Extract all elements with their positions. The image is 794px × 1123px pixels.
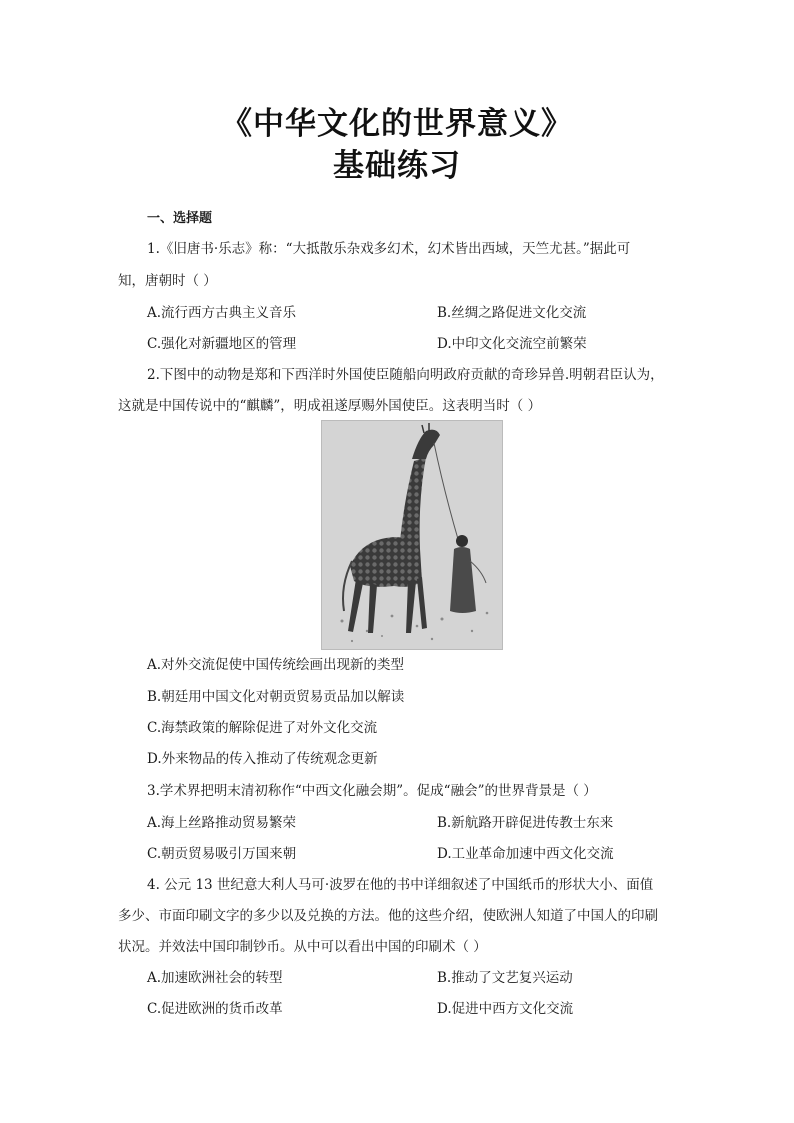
q3-stem-line-1: 3.学术界把明末清初称作“中西文化融会期”。促成“融会”的世界背景是（ ） bbox=[147, 783, 597, 799]
q2-option-d: D.外来物品的传入推动了传统观念更新 bbox=[147, 751, 378, 767]
q2-stem-line-1: 2.下图中的动物是郑和下西洋时外国使臣随船向明政府贡献的奇珍异兽.明朝君臣认为， bbox=[147, 367, 664, 383]
q4-stem-line-1: 4. 公元 13 世纪意大利人马可·波罗在他的书中详细叙述了中国纸币的形状大小、面值 bbox=[147, 877, 654, 893]
q3-option-a: A.海上丝路推动贸易繁荣 bbox=[147, 815, 297, 831]
giraffe-illustration bbox=[322, 421, 502, 649]
q1-option-a: A.流行西方古典主义音乐 bbox=[147, 305, 297, 321]
q3-option-d: D.工业革命加速中西文化交流 bbox=[437, 846, 614, 862]
q1-option-b: B.丝绸之路促进文化交流 bbox=[437, 305, 587, 321]
q1-stem-line-2: 知，唐朝时（ ） bbox=[118, 273, 217, 289]
q1-stem-line-1: 1.《旧唐书·乐志》称：“大抵散乐杂戏多幻术，幻术皆出西域，天竺尤甚。”据此可 bbox=[147, 241, 631, 257]
q1-option-c: C.强化对新疆地区的管理 bbox=[147, 336, 297, 352]
document-subtitle: 基础练习 bbox=[333, 148, 461, 184]
section-heading: 一、选择题 bbox=[147, 211, 213, 226]
q3-option-c: C.朝贡贸易吸引万国来朝 bbox=[147, 846, 297, 862]
document-title: 《中华文化的世界意义》 bbox=[221, 106, 573, 142]
q4-stem-line-3: 状况。并效法中国印制钞币。从中可以看出中国的印刷术（ ） bbox=[118, 939, 487, 955]
q2-option-b: B.朝廷用中国文化对朝贡贸易贡品加以解读 bbox=[147, 689, 405, 705]
q3-option-b: B.新航路开辟促进传教士东来 bbox=[437, 815, 614, 831]
q4-stem-line-2: 多少、市面印刷文字的多少以及兑换的方法。他的这些介绍，使欧洲人知道了中国人的印刷 bbox=[118, 908, 658, 924]
q2-option-a: A.对外交流促使中国传统绘画出现新的类型 bbox=[147, 657, 405, 673]
q4-option-b: B.推动了文艺复兴运动 bbox=[437, 970, 573, 986]
giraffe-painting-image bbox=[321, 420, 503, 650]
q4-option-c: C.促进欧洲的货币改革 bbox=[147, 1001, 283, 1017]
q2-option-c: C.海禁政策的解除促进了对外文化交流 bbox=[147, 720, 378, 736]
q4-option-d: D.促进中西方文化交流 bbox=[437, 1001, 574, 1017]
q1-option-d: D.中印文化交流空前繁荣 bbox=[437, 336, 587, 352]
q4-option-a: A.加速欧洲社会的转型 bbox=[147, 970, 283, 986]
q2-stem-line-2: 这就是中国传说中的“麒麟”，明成祖遂厚赐外国使臣。这表明当时（ ） bbox=[118, 398, 542, 414]
